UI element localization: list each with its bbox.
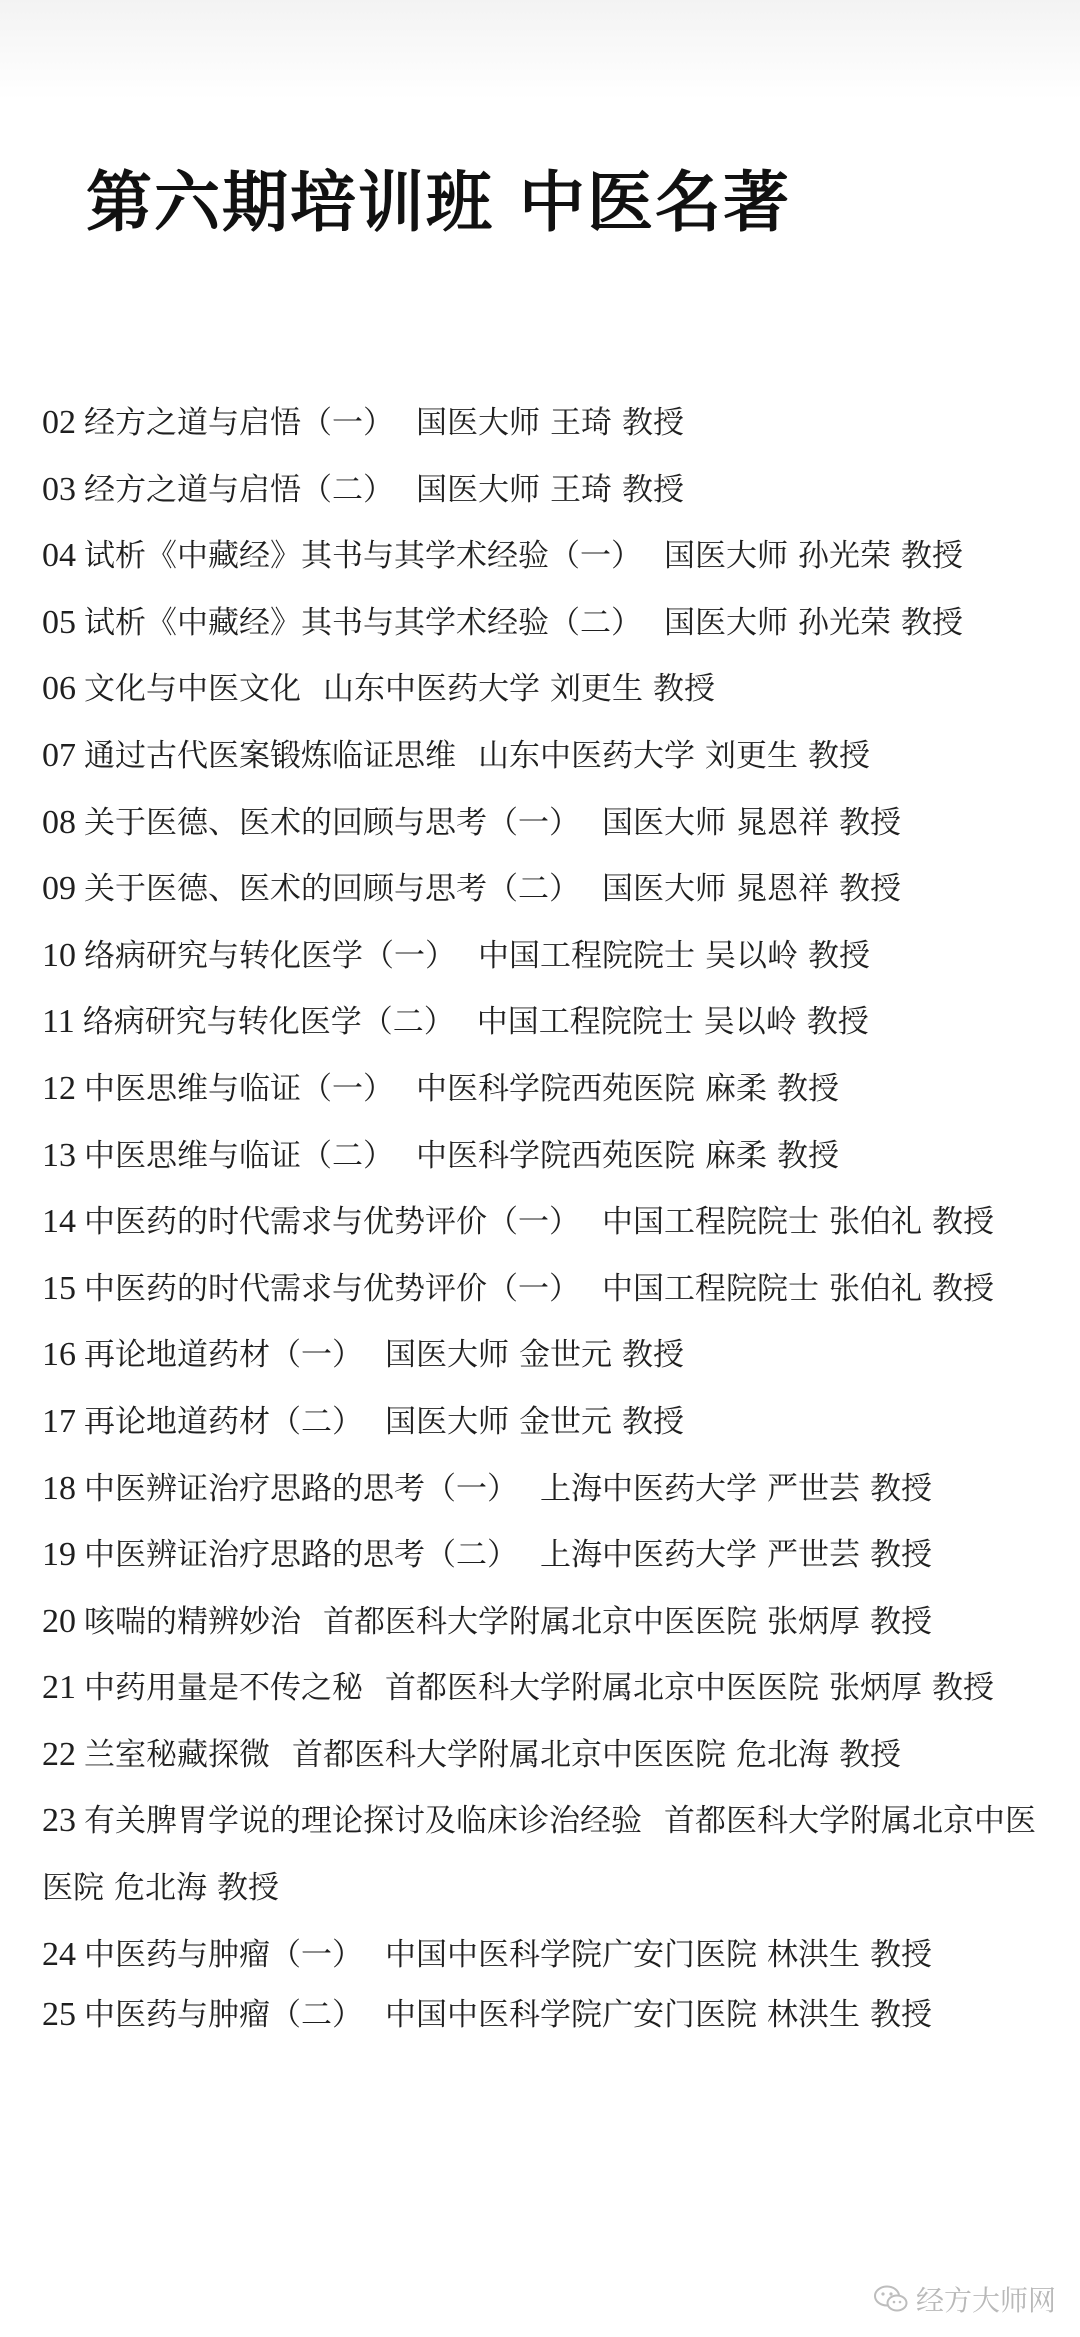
course-number: 03 — [42, 470, 76, 508]
course-number: 15 — [42, 1269, 76, 1307]
course-lecturer: 刘更生 — [705, 737, 798, 774]
course-lecturer: 晁恩祥 — [736, 804, 829, 841]
course-lecturer: 林洪生 — [767, 1997, 860, 2034]
course-lecturer: 吴以岭 — [705, 937, 798, 974]
course-number: 05 — [42, 603, 76, 641]
course-lecturer: 张炳厚 — [829, 1670, 922, 1707]
course-topic: 再论地道药材（一） — [84, 1337, 363, 1374]
course-item — [42, 457, 1042, 524]
course-affiliation: 山东中医药大学 — [323, 671, 540, 708]
course-topic: 再论地道药材（二） — [84, 1403, 363, 1440]
course-affiliation: 中国中医科学院广安门医院 — [385, 1936, 757, 1973]
course-topic: 试析《中藏经》其书与其学术经验（二） — [84, 604, 642, 641]
course-topic: 试析《中藏经》其书与其学术经验（一） — [84, 538, 642, 575]
course-rank: 教授 — [870, 1603, 932, 1640]
course-lecturer: 严世芸 — [767, 1470, 860, 1507]
course-topic: 经方之道与启悟（二） — [84, 471, 394, 508]
course-lecturer: 张伯礼 — [829, 1204, 922, 1241]
course-lecturer: 麻柔 — [705, 1070, 767, 1107]
course-lecturer: 刘更生 — [550, 671, 643, 708]
course-affiliation: 中国工程院院士 — [478, 937, 695, 974]
course-item — [42, 1189, 1042, 1256]
course-number: 18 — [42, 1469, 76, 1507]
course-lecturer: 麻柔 — [705, 1137, 767, 1174]
course-number: 16 — [42, 1336, 76, 1374]
course-number: 06 — [42, 670, 76, 708]
course-item — [42, 1722, 1042, 1789]
course-lecturer: 危北海 — [736, 1736, 829, 1773]
course-rank: 教授 — [839, 871, 901, 908]
course-affiliation: 山东中医药大学 — [478, 737, 695, 774]
course-rank: 教授 — [808, 737, 870, 774]
course-number: 07 — [42, 736, 76, 774]
course-number: 08 — [42, 803, 76, 841]
course-number: 10 — [42, 936, 76, 974]
watermark — [874, 2279, 1056, 2319]
course-rank: 教授 — [806, 1004, 869, 1041]
course-item — [42, 989, 1042, 1056]
course-item — [42, 1922, 1042, 1989]
course-lecturer: 吴以岭 — [703, 1004, 797, 1041]
course-topic: 络病研究与转化医学（一） — [84, 937, 456, 974]
course-item — [42, 1655, 1042, 1722]
course-rank: 教授 — [870, 1470, 932, 1507]
course-item — [42, 1322, 1042, 1389]
course-number: 24 — [42, 1935, 76, 1973]
course-topic: 中医辨证治疗思路的思考（二） — [84, 1537, 518, 1574]
course-affiliation: 中国工程院院士 — [602, 1270, 819, 1307]
course-number: 13 — [42, 1136, 76, 1174]
course-item — [42, 790, 1042, 857]
course-rank: 教授 — [622, 1337, 684, 1374]
course-lecturer: 王琦 — [550, 471, 612, 508]
course-topic: 文化与中医文化 — [84, 671, 301, 708]
course-topic: 有关脾胃学说的理论探讨及临床诊治经验 — [84, 1803, 642, 1840]
course-topic: 关于医德、医术的回顾与思考（一） — [84, 804, 580, 841]
course-affiliation: 首都医科大学附属北京中医医院 — [292, 1736, 726, 1773]
course-affiliation: 国医大师 — [385, 1403, 509, 1440]
course-item — [42, 590, 1042, 657]
course-rank: 教授 — [839, 804, 901, 841]
course-rank: 教授 — [622, 405, 684, 441]
course-affiliation: 中医科学院西苑医院 — [416, 1137, 695, 1174]
course-lecturer: 孙光荣 — [798, 604, 891, 641]
course-lecturer: 张伯礼 — [829, 1270, 922, 1307]
course-topic: 中医辨证治疗思路的思考（一） — [84, 1470, 518, 1507]
course-rank: 教授 — [217, 1870, 279, 1907]
course-number: 19 — [42, 1536, 76, 1574]
course-affiliation: 中国工程院院士 — [602, 1204, 819, 1241]
course-number: 22 — [42, 1735, 76, 1773]
course-lecturer: 严世芸 — [767, 1537, 860, 1574]
course-topic: 通过古代医案锻炼临证思维 — [84, 737, 456, 774]
course-lecturer: 金世元 — [519, 1403, 612, 1440]
course-rank: 教授 — [932, 1204, 994, 1241]
course-number: 21 — [42, 1669, 76, 1707]
course-number: 09 — [42, 870, 76, 908]
course-affiliation: 国医大师 — [602, 871, 726, 908]
course-rank: 教授 — [777, 1137, 839, 1174]
course-topic: 络病研究与转化医学（二） — [82, 1004, 455, 1041]
course-lecturer: 张炳厚 — [767, 1603, 860, 1640]
course-rank: 教授 — [622, 471, 684, 508]
course-item — [42, 856, 1042, 923]
course-rank: 教授 — [653, 671, 715, 708]
course-number: 14 — [42, 1203, 76, 1241]
course-lecturer: 危北海 — [114, 1870, 207, 1907]
top-edge-shadow — [0, 0, 1080, 100]
course-affiliation: 上海中医药大学 — [540, 1537, 757, 1574]
course-item — [42, 390, 1042, 457]
course-item — [42, 723, 1042, 790]
course-item — [42, 656, 1042, 723]
course-rank: 教授 — [870, 1537, 932, 1574]
course-item — [42, 1456, 1042, 1523]
course-topic: 中医药的时代需求与优势评价（一） — [84, 1204, 580, 1241]
course-rank: 教授 — [901, 604, 963, 641]
course-affiliation: 中国工程院院士 — [476, 1004, 694, 1041]
course-affiliation: 首都医科大学附属北京中医医院 — [385, 1670, 819, 1707]
course-number: 25 — [42, 1996, 76, 2034]
course-lecturer: 晁恩祥 — [736, 871, 829, 908]
course-topic: 中医思维与临证（二） — [84, 1137, 394, 1174]
course-lecturer: 金世元 — [519, 1337, 612, 1374]
course-rank: 教授 — [901, 538, 963, 575]
course-affiliation: 中医科学院西苑医院 — [416, 1070, 695, 1107]
course-topic: 中医药与肿瘤（二） — [84, 1997, 363, 2034]
course-topic: 兰室秘藏探微 — [84, 1736, 270, 1773]
course-item — [42, 1589, 1042, 1656]
course-list — [42, 390, 1042, 2049]
course-item — [42, 1982, 1042, 2049]
course-rank: 教授 — [932, 1670, 994, 1707]
course-affiliation: 国医大师 — [602, 804, 726, 841]
course-number: 12 — [42, 1069, 76, 1107]
course-rank: 教授 — [622, 1403, 684, 1440]
course-rank: 教授 — [932, 1270, 994, 1307]
course-number: 11 — [42, 1003, 75, 1041]
course-affiliation: 国医大师 — [416, 471, 540, 508]
course-rank: 教授 — [808, 937, 870, 974]
course-topic: 咳喘的精辨妙治 — [84, 1603, 301, 1640]
course-affiliation: 国医大师 — [664, 604, 788, 641]
course-number: 20 — [42, 1602, 76, 1640]
course-item — [42, 1056, 1042, 1123]
course-topic: 中医药与肿瘤（一） — [84, 1936, 363, 1973]
course-lecturer: 孙光荣 — [798, 538, 891, 575]
course-item — [42, 1389, 1042, 1456]
course-number: 23 — [42, 1802, 76, 1840]
course-topic: 关于医德、医术的回顾与思考（二） — [84, 871, 580, 908]
course-number: 17 — [42, 1402, 76, 1440]
course-lecturer: 林洪生 — [767, 1936, 860, 1973]
course-item — [42, 923, 1042, 990]
course-affiliation: 国医大师 — [664, 538, 788, 575]
course-rank: 教授 — [839, 1736, 901, 1773]
course-affiliation: 国医大师 — [385, 1337, 509, 1374]
course-number: 04 — [42, 537, 76, 575]
course-topic: 中药用量是不传之秘 — [84, 1670, 363, 1707]
page-title: 第六期培训班 中医名著 — [86, 164, 791, 241]
course-item — [42, 1256, 1042, 1323]
course-topic: 中医药的时代需求与优势评价（一） — [84, 1270, 580, 1307]
course-item — [42, 1788, 1042, 1921]
course-affiliation: 首都医科大学附属北京中医医院 — [42, 1803, 1036, 1907]
course-item — [42, 1522, 1042, 1589]
course-rank: 教授 — [870, 1997, 932, 2034]
course-item — [42, 1123, 1042, 1190]
course-affiliation: 上海中医药大学 — [540, 1470, 757, 1507]
course-number: 02 — [42, 404, 76, 441]
course-rank: 教授 — [870, 1936, 932, 1973]
course-topic: 中医思维与临证（一） — [84, 1070, 394, 1107]
wechat-icon — [874, 2285, 908, 2313]
course-affiliation: 中国中医科学院广安门医院 — [385, 1997, 757, 2034]
watermark-text: 经方大师网 — [915, 2284, 1056, 2317]
course-rank: 教授 — [777, 1070, 839, 1107]
course-item — [42, 523, 1042, 590]
course-lecturer: 王琦 — [550, 405, 612, 441]
course-affiliation: 国医大师 — [416, 405, 540, 441]
course-affiliation: 首都医科大学附属北京中医医院 — [323, 1603, 757, 1640]
course-topic: 经方之道与启悟（一） — [84, 405, 394, 441]
